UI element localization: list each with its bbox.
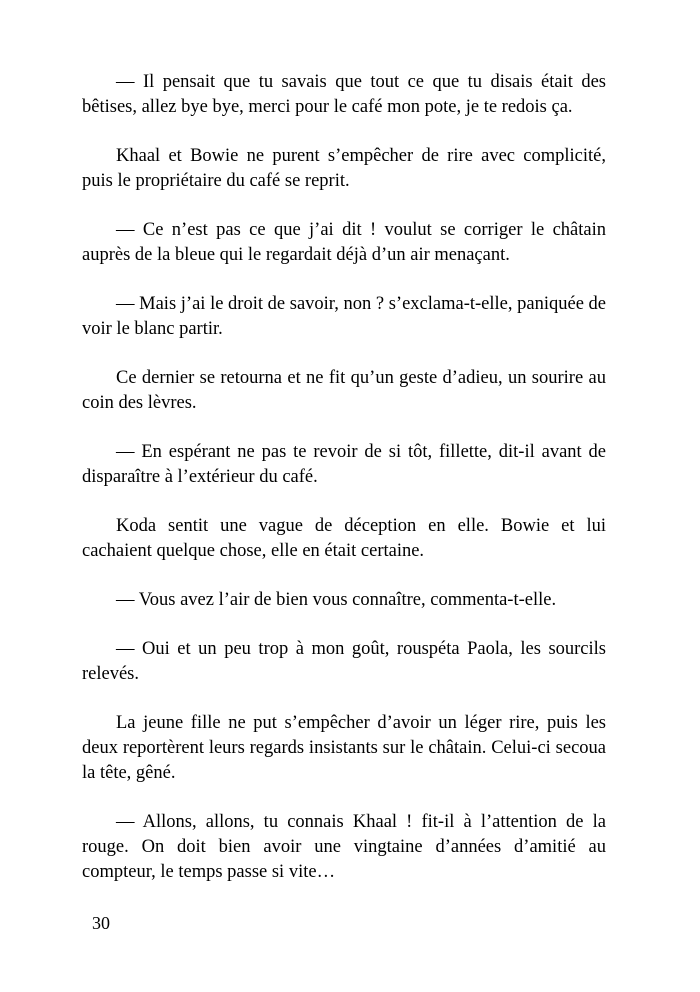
paragraph-5: Ce dernier se retourna et ne fit qu’un geste d’adieu, un sourire au coin des lèvres. bbox=[82, 368, 606, 413]
paragraph-7: Koda sentit une vague de déception en elle. Bowie et lui cachaient quelque chose, elle en était certaine. bbox=[82, 516, 606, 561]
page-body bbox=[82, 70, 606, 909]
paragraph-6: — En espérant ne pas te revoir de si tôt, fillette, dit-il avant de disparaître à l’extérieur du café. bbox=[82, 442, 606, 487]
paragraph-8: — Vous avez l’air de bien vous connaître, commenta-t-elle. bbox=[116, 590, 557, 610]
paragraph-4: — Mais j’ai le droit de savoir, non ? s’exclama-t-elle, paniquée de voir le blanc partir. bbox=[82, 294, 606, 339]
paragraph-11: — Allons, allons, tu connais Khaal ! fit-il à l’attention de la rouge. On doit bien avoir une vingtaine d’années d’amitié au compteur, le temps passe si vite… bbox=[82, 812, 606, 882]
paragraph-2: Khaal et Bowie ne purent s’empêcher de rire avec complicité, puis le propriétaire du café se reprit. bbox=[82, 146, 606, 191]
paragraph-9: — Oui et un peu trop à mon goût, rouspéta Paola, les sourcils relevés. bbox=[82, 639, 606, 684]
page-number: 30 bbox=[92, 913, 110, 933]
paragraph-1: — Il pensait que tu savais que tout ce que tu disais était des bêtises, allez bye bye, merci pour le café mon pote, je te redois ça. bbox=[82, 72, 606, 117]
paragraph-3: — Ce n’est pas ce que j’ai dit ! voulut se corriger le châtain auprès de la bleue qui le regardait déjà d’un air menaçant. bbox=[82, 220, 606, 265]
paragraph-10: La jeune fille ne put s’empêcher d’avoir un léger rire, puis les deux reportèrent leurs regards insistants sur le châtain. Celui-ci secoua la tête, gêné. bbox=[82, 713, 606, 783]
